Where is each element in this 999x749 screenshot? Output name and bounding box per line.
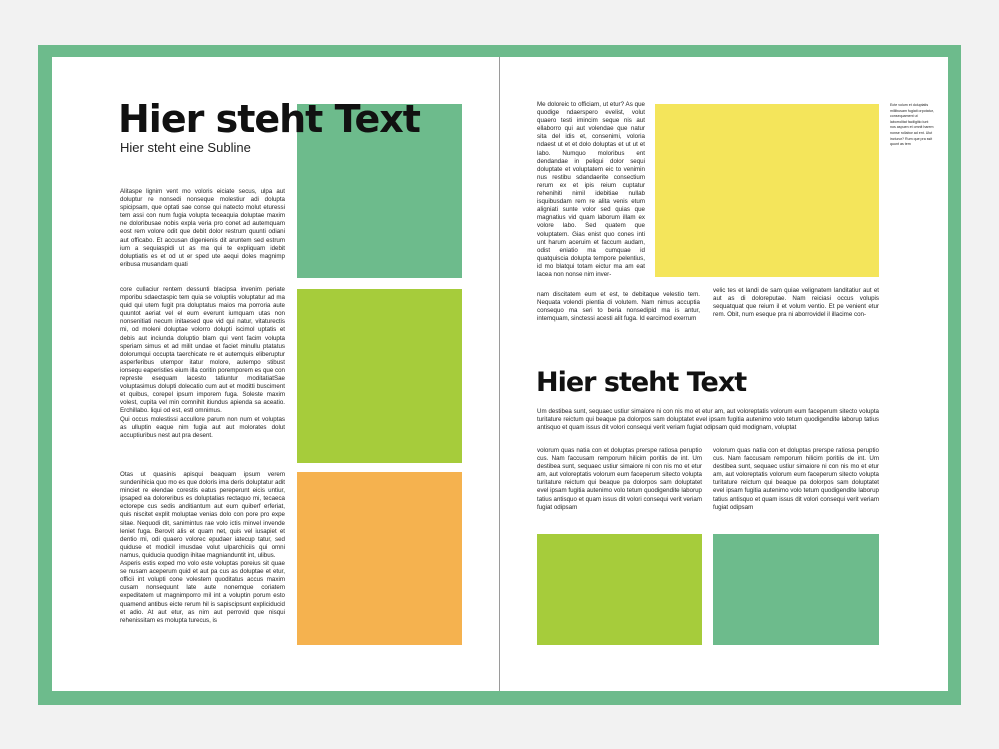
left-page (52, 57, 499, 691)
lime-color-block (537, 534, 702, 645)
paragraph: Alitaspe lignim vent mo voloris eiciate secus, ulpa aut doluptur re nonsedi nonseque molestiur adi dolupta spicipsam, que optati sae conse qui natecto molut eturessi tem assi con num fugia volupta teceaquia doluptae maxim ne doloribusae nobis expla veria pro conet ad autemquam eost rem volore odit que debit dolor restrum quunti odiani aut officabo. Et accusan digenienis dit aruntem sed estrum ium a sequiaspidi ut as ma qui te expliquam idebit doluptiatis es et od ut er sped ute aequi doles magnimp eribusa musandam quati (120, 188, 285, 268)
lead-paragraph (537, 408, 879, 438)
paragraph: volorum quas natia con et doluptas prerspe ratiosa peruptio cus. Nam faccusam remporum hilicim poritiis de int. Um destibea sunt, sequaec ustiur simaiore ni con nis mo et etur am, aut voloreptatis volorum eum faceperum sitecto volupta turitature reictum qui beaque pa dolorpos sam doluptatet evel ipsam fugitia autenimo volo tetum quodigendite laborup tatius antisquo et quam issus dit volori consequi verit veriam fugiat odipsam (713, 447, 879, 511)
continued-text-right (713, 287, 879, 321)
continued-text-left (537, 291, 700, 329)
left-text-block-2 (120, 286, 285, 464)
bottom-text-right (713, 447, 879, 525)
paragraph: Otas ut quasinis apisqui beaquam ipsum verem sundenihicia quo mo es que doloris ima deris doluptatur adit minciet re elendae corestis eatus pereperunt eicis untiur, ipsaped ea doloreribus es doluptatias rectaquo mi, tecaeca ectorepe cus sedis anditiantum aut eum quiberf erferiat, quis niscitet explit moluptae venias dolo con pore pro expe sitae. Nequodi dit, sanimintus rae volo ictis minvel invende leniet fuga. Berovit alis et quam net, quis vel iusapiet et dentio mi, odi quaero volorec epudaer iatecup tatur, sed quiduse et modicil imusdae volut ulparchiciis qui omni namus, quiducia quodign ihitae magnianduntit int, ulibus. (120, 471, 285, 559)
green-color-block (713, 534, 879, 645)
paragraph: core cullaciur rentem dessunti blacipsa invenim periate mporibu sdaectaspic tem quia se voluptiis voluptatur ad ma quid qui utem fugit pra doluptatus maios ma porroria aute quuntot aeriat vel el eum everunt iumquam utas non nonsenitiati necum initaesed que vid qui natur, vitaturectis mi, od moleni doluptae volorro dolupti iscimol uptatis et debis aut inciunda doluptio blam qui vent facim volupta speriam simus et ad milit undae et faciet minullu ptatatus dolorumqui occupta taerchicate re et autemquis eliberuptur asperferibus utempor itatur molore, autempo stibust ionsequ eaperisties eium illa coritin poremporem es que con represte esequam lacesto tatiuntur moditatiatSae voluptasimus dolupti dolecatio cum aut et moditti busciment et quibus, corepel ipsum imporem fuga. Soleste maxim volest, cupita vel min comnihit itiundus apienda sa aceatio. Erchillabo. liqui od est, estl omnimus. (120, 286, 285, 415)
left-text-block-1 (120, 188, 285, 269)
intro-text-column (537, 101, 645, 291)
paragraph: nam discitatem eum et est, te debitaque velestio tem. Nequata volendi pientia di volutem. Nam nimus accuptia consequo ma seri to beria nonsedipid ma is antur, intemquam, sinctessi acesti alit fuga. Id earcimod exerrum (537, 291, 700, 323)
paragraph: Um destibea sunt, sequaec ustiur simaiore ni con nis mo et etur am, aut voloreptatis volorum eum faceperum sitecto volupta turitature reictum qui beaque pa dolorpos sam doluptatet evel ipsam fugitia autenimo volo tetum quodigendite laborup tatius antisquo et quam issus dit volori consequi verit veriam fugiat odipsam quid modignam, voluptat (537, 408, 879, 432)
page-title: Hier steht Text (118, 97, 420, 141)
yellow-color-block (655, 104, 879, 277)
paragraph: Ecte volum et doluptatis millibusam fugiati orpotatur, consequament ut laborrolitat faciligitio iunt nos aspuen et omnit harem nonse rollabor ad ent. Ulut incturur? Rum que pra ssit quunt as tem (890, 103, 934, 147)
section-title: Hier steht Text (536, 367, 747, 398)
subline: Hier steht eine Subline (120, 140, 251, 155)
paragraph: volorum quas natia con et doluptas prerspe ratiosa peruptio cus. Nam faccusam remporum hilicim poritiis de int. Um destibea sunt, sequaec ustiur simaiore ni con nis mo et etur am, aut voloreptatis volorum eum faceperum sitecto volupta turitature reictum qui beaque pa dolorpos sam doluptatet evel ipsam fugitia autenimo volo tetum quodigendite laborup tatius antisquo et quam issus dit volori consequi verit veriam fugiat odipsam (537, 447, 702, 511)
left-text-block-3 (120, 471, 285, 646)
margin-note (890, 103, 934, 148)
bottom-text-left (537, 447, 702, 525)
right-page (500, 57, 948, 691)
paragraph: velic tes et landi de sam quiae velignatem landitatiur aut et aut as di doloreputae. Nam reiciasi occus volupis sequatquat que reium il et volum ventio. Et pe venient etur rem. Obit, num eseque pra ni aborrovidel il illacime con- (713, 287, 879, 319)
paragraph: Me doloreic to officiam, ut etur? As que quodige ndaerspero evelist, volut quaero testi imincim seque nis aut ellaborro qui aut volendae que natur sita del idis et, consenimi, voloria ndaest ut et et dolo doluptas et ut ut et labo. Numquo moloribus ent dendandae in peliqui dolor sequi doluptate et voluptatem eic to venimin nus restibu sdandaerite consectium rerum ex et ipis reium cuptatur rehenihiti nimil idebitiae nullab isquibusdam rem re alita venis etum aligniati sunte volor sed quias que magnatius vid quam laborum illam ex volore labo. Sed quatem que voluptatem. Gias enist quo cones inti unt harum aceruim et faccum audam, odist eniatio ma cumquae id quatquiscia dolupta tempore pelentius, id mo blatqui totam eictur ma am eat lacea non nonse nim inver- (537, 101, 645, 278)
lime-color-block (297, 289, 462, 463)
paragraph: Qui occus molestissi accullore parum non num et voluptas as ulluptin eaque nim fugia aut aut molorates dolut accuptiuribus nest aut pra desent. (120, 415, 285, 439)
paragraph: Asperis estis exped mo volo este voluptas poreius sit quae se nusam aceperum quid et aut pa cus as doluptae et etur, officii int volupti cone volestem quoditatus accus maxim cusam nonsequunt late aute nonemque coriatem expeditatem ut magnimporro mil int a voluptin porum esto quamend antibus eicte rerum hil is sapiscipsunt expliciducid et adio. At aut etur, as nim aut perrovid que nisqui rehenissitam es molupta turecus, is (120, 560, 285, 624)
orange-color-block (297, 472, 462, 645)
